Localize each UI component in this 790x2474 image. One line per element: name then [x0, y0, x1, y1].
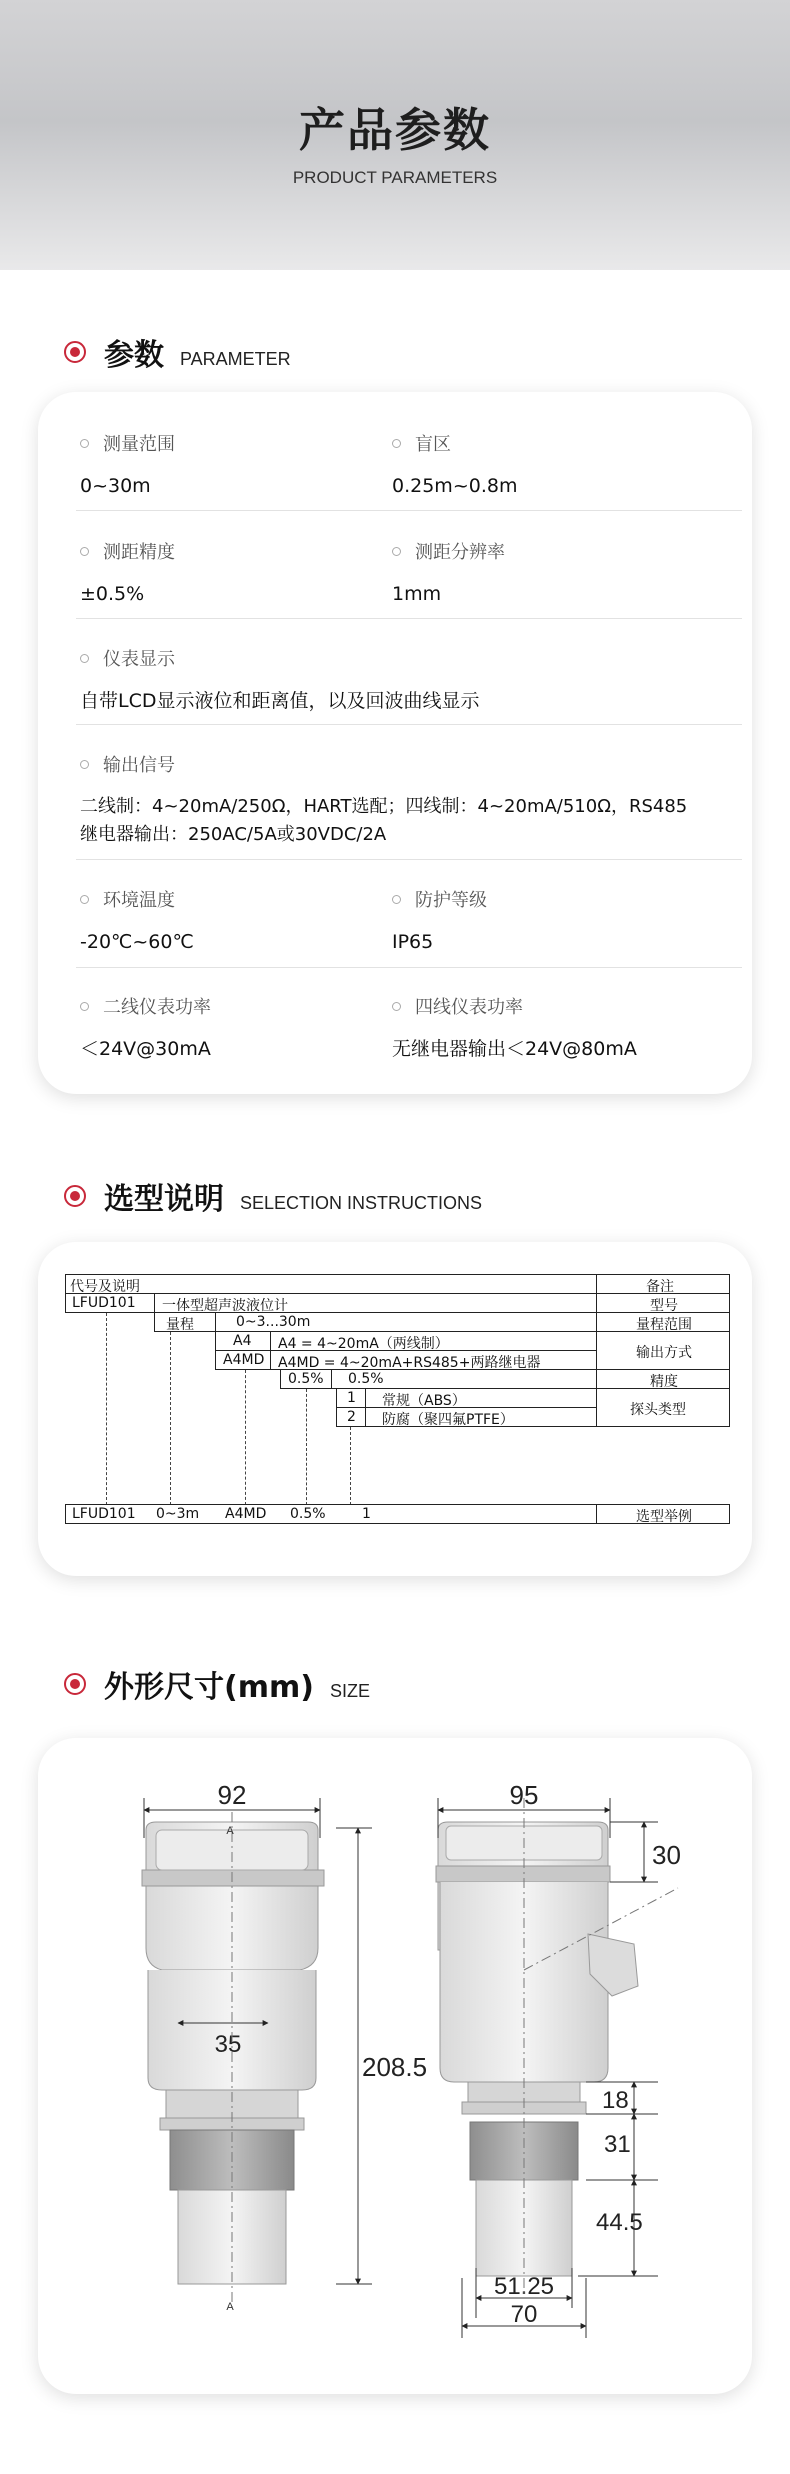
small-dot-icon — [80, 547, 89, 556]
param-label: 测距精度 — [103, 542, 175, 563]
param-value: IP65 — [392, 931, 434, 953]
side-d5125-dim: 51.25 — [493, 2273, 555, 2300]
front-height-dim: 208.5 — [362, 2052, 428, 2082]
section-title-cn: 选型说明 — [104, 1182, 224, 1217]
param-value: 0~30m — [80, 475, 151, 497]
front-width-dim: 92 — [217, 1780, 247, 1810]
side-d18-dim: 18 — [602, 2087, 629, 2114]
section-bullet-icon — [64, 341, 86, 363]
selection-section-title — [64, 1174, 482, 1218]
section-title-cn: 外形尺寸(mm) — [104, 1670, 314, 1705]
param-label: 防护等级 — [415, 890, 487, 911]
param-value: -20℃~60℃ — [80, 931, 194, 953]
parameter-card — [38, 392, 752, 1094]
side-top-dim: 30 — [652, 1840, 681, 1870]
section-mark-bottom: A — [226, 2301, 234, 2313]
sel-probe-1-desc: 常规（ABS） — [382, 1393, 466, 1409]
sel-range-note: 量程范围 — [636, 1317, 692, 1333]
small-dot-icon — [80, 895, 89, 904]
param-resolution — [392, 538, 505, 608]
side-lid-band — [436, 1866, 610, 1882]
selection-card — [38, 1242, 752, 1576]
sel-example-probe: 1 — [362, 1506, 371, 1522]
section-title-en: SELECTION INSTRUCTIONS — [240, 1193, 483, 1213]
sel-out-a4-desc: A4 = 4~20mA（两线制） — [278, 1336, 449, 1352]
sel-probe-1: 1 — [347, 1390, 356, 1406]
param-protection — [392, 886, 487, 956]
small-dot-icon — [392, 547, 401, 556]
sel-probe-2: 2 — [347, 1409, 356, 1425]
section-bullet-icon — [64, 1185, 86, 1207]
sel-out-a4: A4 — [233, 1333, 252, 1349]
small-dot-icon — [392, 895, 401, 904]
sel-model-desc: 一体型超声波液位计 — [162, 1298, 288, 1314]
sel-out-a4md: A4MD — [223, 1352, 265, 1368]
front-view — [142, 1780, 427, 2313]
sel-probe-2-desc: 防腐（聚四氟PTFE） — [382, 1412, 514, 1428]
sel-example-cell — [65, 1504, 597, 1524]
small-dot-icon — [80, 760, 89, 769]
param-value: ±0.5% — [80, 583, 145, 605]
section-bullet-icon — [64, 1673, 86, 1695]
side-thread — [470, 2122, 578, 2180]
size-card — [38, 1738, 752, 2394]
sel-example-range: 0~3m — [156, 1506, 200, 1522]
param-output-signal — [80, 751, 687, 849]
param-measure-range — [80, 430, 175, 500]
connector-line — [306, 1389, 307, 1505]
sel-header-right: 备注 — [646, 1279, 674, 1295]
sel-example-output: A4MD — [225, 1506, 267, 1522]
param-label: 盲区 — [415, 434, 451, 455]
small-dot-icon — [392, 1002, 401, 1011]
small-dot-icon — [80, 654, 89, 663]
param-value: 0.25m~0.8m — [392, 475, 518, 497]
sel-example-note: 选型举例 — [636, 1509, 692, 1525]
section-title-en: PARAMETER — [180, 349, 291, 369]
sel-out-note: 输出方式 — [636, 1345, 692, 1361]
sel-example-accuracy: 0.5% — [290, 1506, 326, 1522]
page-subtitle: PRODUCT PARAMETERS — [292, 168, 498, 187]
sel-acc-code: 0.5% — [288, 1371, 324, 1387]
sel-header-cell — [65, 1274, 597, 1294]
sel-example-model: LFUD101 — [72, 1506, 136, 1522]
param-display — [80, 645, 479, 715]
front-lid-band — [142, 1870, 324, 1886]
connector-line — [170, 1332, 171, 1505]
param-label: 四线仪表功率 — [415, 997, 523, 1018]
side-d445-dim: 44.5 — [596, 2209, 643, 2236]
small-dot-icon — [80, 1002, 89, 1011]
side-width-dim: 95 — [509, 1780, 539, 1810]
param-two-wire-power — [80, 993, 211, 1063]
param-label: 二线仪表功率 — [103, 997, 211, 1018]
front-inner-dim: 35 — [214, 2031, 242, 2058]
sel-probe-note: 探头类型 — [630, 1402, 686, 1418]
section-mark-top: A — [226, 1825, 234, 1837]
param-value: 二线制：4~20mA/250Ω，HART选配；四线制：4~20mA/510Ω，RS485 — [80, 796, 688, 817]
small-dot-icon — [392, 439, 401, 448]
sel-model-code: LFUD101 — [72, 1295, 136, 1311]
param-label: 测量范围 — [103, 434, 175, 455]
size-section-title — [64, 1662, 370, 1706]
parameter-section-title — [64, 330, 291, 374]
connector-line — [350, 1427, 351, 1505]
side-view — [436, 1780, 681, 2338]
param-label: 测距分辨率 — [415, 542, 505, 563]
param-value: 1mm — [392, 583, 442, 605]
sel-acc-note: 精度 — [650, 1374, 678, 1390]
section-title-en: SIZE — [329, 1681, 370, 1701]
side-d70-dim: 70 — [510, 2301, 538, 2328]
param-value: ＜24V@30mA — [80, 1038, 211, 1060]
sel-out-a4md-desc: A4MD = 4~20mA+RS485+两路继电器 — [278, 1355, 541, 1371]
param-blind-zone — [392, 430, 517, 500]
param-label: 输出信号 — [103, 755, 175, 776]
small-dot-icon — [80, 439, 89, 448]
param-label: 环境温度 — [103, 890, 175, 911]
sel-model-note: 型号 — [650, 1298, 678, 1314]
page-title: 产品参数 — [299, 103, 491, 157]
section-title-cn: 参数 — [104, 338, 164, 373]
sel-acc-value: 0.5% — [348, 1371, 384, 1387]
sel-range-label: 量程 — [166, 1317, 194, 1333]
param-value-line2: 继电器输出：250AC/5A或30VDC/2A — [80, 824, 387, 845]
sel-header-left: 代号及说明 — [70, 1279, 140, 1295]
param-four-wire-power — [392, 993, 637, 1063]
param-value: 无继电器输出＜24V@80mA — [392, 1038, 637, 1060]
param-ambient-temp — [80, 886, 194, 956]
param-label: 仪表显示 — [103, 649, 175, 670]
connector-line — [106, 1313, 107, 1505]
connector-line — [245, 1370, 246, 1505]
sel-range-value: 0~3...30m — [236, 1314, 311, 1330]
param-value: 自带LCD显示液位和距离值，以及回波曲线显示 — [80, 690, 480, 712]
side-d31-dim: 31 — [604, 2131, 631, 2158]
dimension-drawing — [38, 1738, 752, 2394]
param-accuracy — [80, 538, 175, 608]
hero-banner — [0, 0, 790, 270]
